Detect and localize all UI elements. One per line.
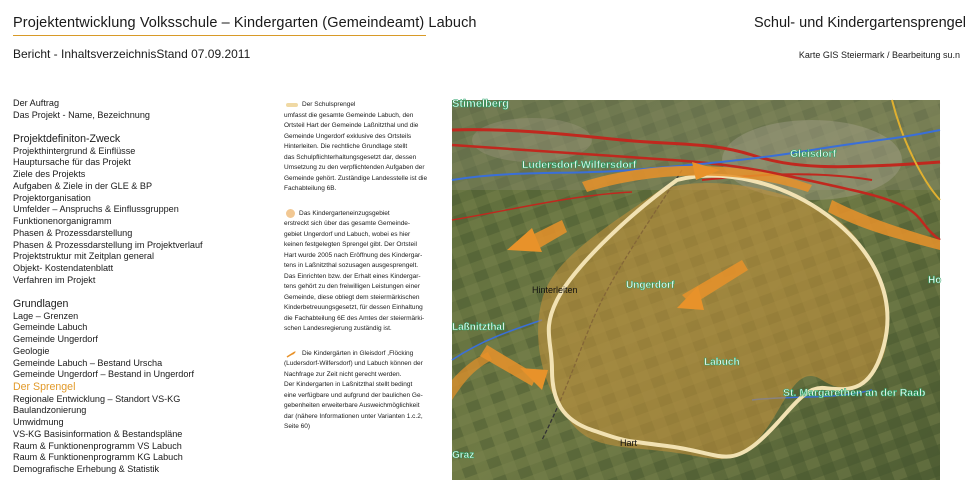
toc-item[interactable]: Gemeinde Labuch – Bestand Urscha [13,357,163,368]
toc-item[interactable]: Hauptursache für das Projekt [13,157,131,168]
toc-section [13,98,273,122]
page-section-title: Schul- und Kindergartensprengel [754,15,966,31]
toc-item[interactable]: Gemeinde Ungerdorf – Bestand in Ungerdorf [13,369,194,380]
map-legend [284,100,444,443]
toc-item[interactable]: Projektorganisation [13,192,91,203]
legend-line: das Schulpflichterhaltungsgesetzt dar, dessen [284,153,417,161]
map-label-hinterleiten: Hinterleiten [532,285,578,295]
kindergarten-swatch [286,209,295,218]
title-rule [13,35,426,36]
map-credit: Karte GIS Steiermark / Bearbeitung su.n [798,50,960,60]
legend-line: tens in Laßnitzthal sozusagen ausgesprengelt. [284,262,419,269]
toc-section [13,298,273,476]
schulsprengel-swatch [286,103,298,107]
toc-item[interactable]: Geologie [13,345,50,356]
legend-line: Nachfrage zur Zeit nicht gerecht werden. [284,370,402,378]
legend-line: gebiet Ungerdorf und Labuch, wobei es hier [284,230,411,238]
legend-arrows [284,349,444,433]
legend-line: (Ludersdorf-Wilfersdorf) und Labuch können der [284,360,423,367]
toc-item[interactable]: Umfelder – Anspruchs & Einflussgruppen [13,204,179,215]
legend-line: Fachabteilung 6B. [284,185,337,192]
map-label-graz: Graz [452,450,475,461]
toc-item-active[interactable]: Der Sprengel [13,381,76,393]
arrow-swatch-icon [286,350,298,358]
report-subtitle: Bericht - InhaltsverzeichnisStand 07.09.2011 [13,47,251,61]
toc-heading: Grundlagen [13,297,69,310]
toc-item[interactable]: Das Projekt - Name, Bezeichnung [13,109,150,120]
toc-item[interactable]: Verfahren im Projekt [13,274,96,285]
legend-title: Das Kindergarteneinzugsgebiet [299,209,390,217]
legend-line: Das Einrichten bzw. der Erhalt eines Kindergar- [284,272,421,280]
map-label-hart: Hart [620,438,638,448]
toc-item[interactable]: Lage – Grenzen [13,310,79,321]
map-label-ludersdorf: Ludersdorf-Wilfersdorf [522,159,637,171]
legend-line: schen Landesregierung zuständig ist. [284,325,392,332]
map-label-top-fragment: Stimelberg [452,98,509,110]
toc-item[interactable]: Gemeinde Ungerdorf [13,334,98,344]
toc-section [13,133,273,287]
legend-line: Gemeinde gehört. Zuständige Landesstelle ist die [284,174,428,182]
toc-item[interactable]: Raum & Funktionenprogramm KG Labuch [13,452,183,463]
toc-item[interactable]: Baulandzonierung [13,405,87,416]
aerial-map [452,100,940,480]
toc-item[interactable]: Projekthintergrund & Einflüsse [13,145,136,156]
map-label-ungerdorf: Ungerdorf [626,280,675,291]
table-of-contents [13,98,273,487]
toc-item[interactable]: Ziele des Projekts [13,169,86,179]
toc-item[interactable]: Raum & Funktionenprogramm VS Labuch [13,440,182,451]
toc-item[interactable]: Aufgaben & Ziele in der GLE & BP [13,180,153,191]
toc-item[interactable]: Funktionenorganigramm [13,216,112,226]
map-label-lassnitzthal: Laßnitzthal [452,322,505,333]
legend-line: keinen festgelegten Sprengel gibt. Der Ortsteil [284,241,417,248]
toc-item[interactable]: Gemeinde Labuch [13,322,88,333]
legend-title: Die Kindergärten in Gleisdorf ,Flöcking [302,349,414,357]
legend-line: Gemeinde Ungerdorf exklusive des Ortsteils [284,132,412,140]
legend-schulsprengel [284,100,444,195]
toc-heading: Projektdefiniton-Zweck [13,132,121,145]
legend-line: dar (nähere Informationen unter Varianten 1.c.2, [284,412,423,420]
page-title: Projektentwicklung Volksschule – Kindergarten (Gemeindeamt) Labuch [13,15,477,31]
legend-line: eine verfügbare und aufgrund der baulichen Ge- [284,391,423,399]
legend-line: erstreckt sich über das gesamte Gemeinde- [284,220,411,227]
toc-item[interactable]: Der Auftrag [13,98,59,108]
toc-item[interactable]: Phasen & Prozessdarstellung im Projektverlauf [13,239,203,250]
toc-item[interactable]: VS-KG Basisinformation & Bestandspläne [13,428,183,439]
legend-line: Der Kindergarten in Laßnitzthal stellt bedingt [284,381,413,388]
toc-item[interactable]: Phasen & Prozessdarstellung [13,227,133,238]
legend-line: Umsetzung zu den verpflichtenden Aufgaben der [284,164,425,171]
legend-line: Kinderbetreuungsgesetzt, für dessen Einhaltung [284,304,423,311]
toc-item[interactable]: Projektstruktur mit Zeitplan general [13,251,155,262]
legend-line: Ortsteil Hart der Gemeinde Laßnitzthal und die [284,122,419,129]
toc-item[interactable]: Umwidmung [13,417,64,427]
legend-line: Hart wurde 2005 nach Eröffnung des Kindergar- [284,251,423,259]
map-label-st-margarethen: St. Margarethen an der Raab [783,387,926,399]
toc-item[interactable]: Regionale Entwicklung – Standort VS-KG [13,393,181,404]
legend-line: tens gehört zu den freiwilligen Leistungen einer [284,283,420,290]
toc-item[interactable]: Objekt- Kostendatenblatt [13,263,114,273]
map-label-labuch: Labuch [704,357,740,368]
map-label-ho: Ho [928,275,942,286]
toc-item[interactable]: Demografische Erhebung & Statistik [13,464,160,474]
map-label-gleisdorf: Gleisdorf [790,148,837,160]
legend-title: Der Schulsprengel [302,101,356,108]
legend-line: Hinterleiten. Die rechtliche Grundlage stellt [284,143,408,150]
legend-line: gebenheiten erweiterbare Ausweichmöglichkeit [284,402,420,409]
legend-line: Gemeinde, diese obliegt dem steiermärkischen [284,293,420,301]
legend-line: umfasst die gesamte Gemeinde Labuch, den [284,111,414,119]
legend-kindergarten [284,209,444,335]
legend-line: Seite 60) [284,423,311,430]
legend-line: die Fachabteilung 6E des Amtes der steiermärki- [284,314,425,322]
